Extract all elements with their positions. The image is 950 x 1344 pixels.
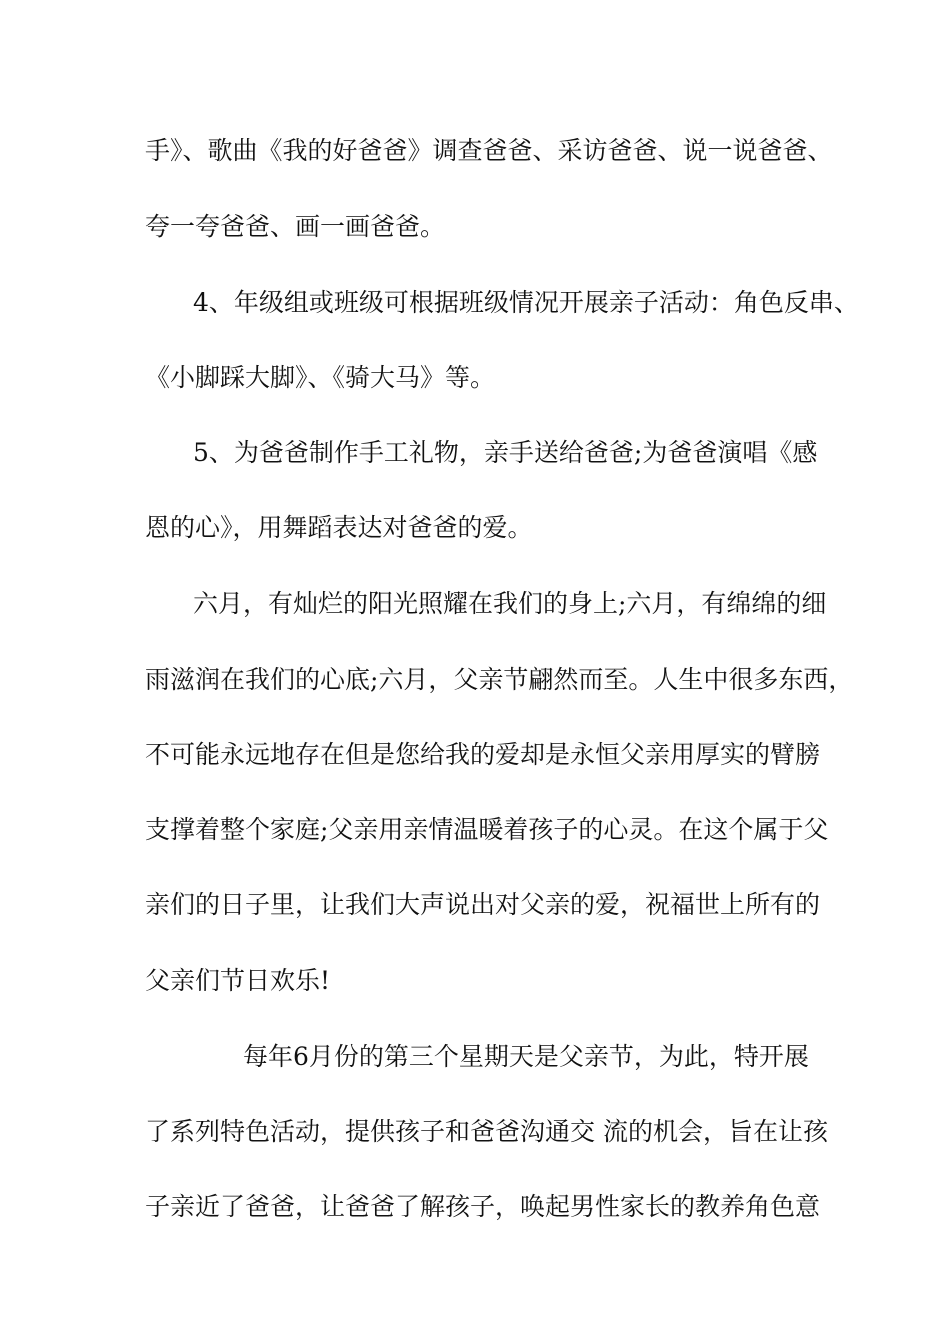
text-line: 每年6月份的第三个星期天是父亲节，为此，特开展	[243, 1042, 809, 1071]
text-line: 子亲近了爸爸，让爸爸了解孩子，唤起男性家长的教养角色意	[145, 1192, 821, 1221]
text-line: 5、为爸爸制作手工礼物，亲手送给爸爸;为爸爸演唱《感	[193, 438, 818, 467]
text-line: 不可能永远地存在但是您给我的爱却是永恒父亲用厚实的臂膀	[145, 740, 821, 769]
text-line: 雨滋润在我们的心底;六月，父亲节翩然而至。人生中很多东西，	[145, 665, 854, 694]
text-line: 了系列特色活动，提供孩子和爸爸沟通交 流的机会，旨在让孩	[145, 1117, 828, 1146]
text-line: 4、年级组或班级可根据班级情况开展亲子活动：角色反串、	[193, 288, 859, 317]
text-line: 《小脚踩大脚》、《骑大马》等。	[145, 363, 496, 392]
text-line: 手》、歌曲《我的好爸爸》调查爸爸、采访爸爸、说一说爸爸、	[145, 136, 833, 165]
text-line: 恩的心》，用舞蹈表达对爸爸的爱。	[145, 513, 533, 542]
text-line: 夸一夸爸爸、画一画爸爸。	[145, 212, 446, 241]
text-line: 六月，有灿烂的阳光照耀在我们的身上;六月，有绵绵的细	[193, 589, 827, 618]
text-line: 亲们的日子里，让我们大声说出对父亲的爱，祝福世上所有的	[145, 890, 821, 919]
text-line: 支撑着整个家庭;父亲用亲情温暖着孩子的心灵。在这个属于父	[145, 815, 829, 844]
text-line: 父亲们节日欢乐!	[145, 966, 331, 995]
